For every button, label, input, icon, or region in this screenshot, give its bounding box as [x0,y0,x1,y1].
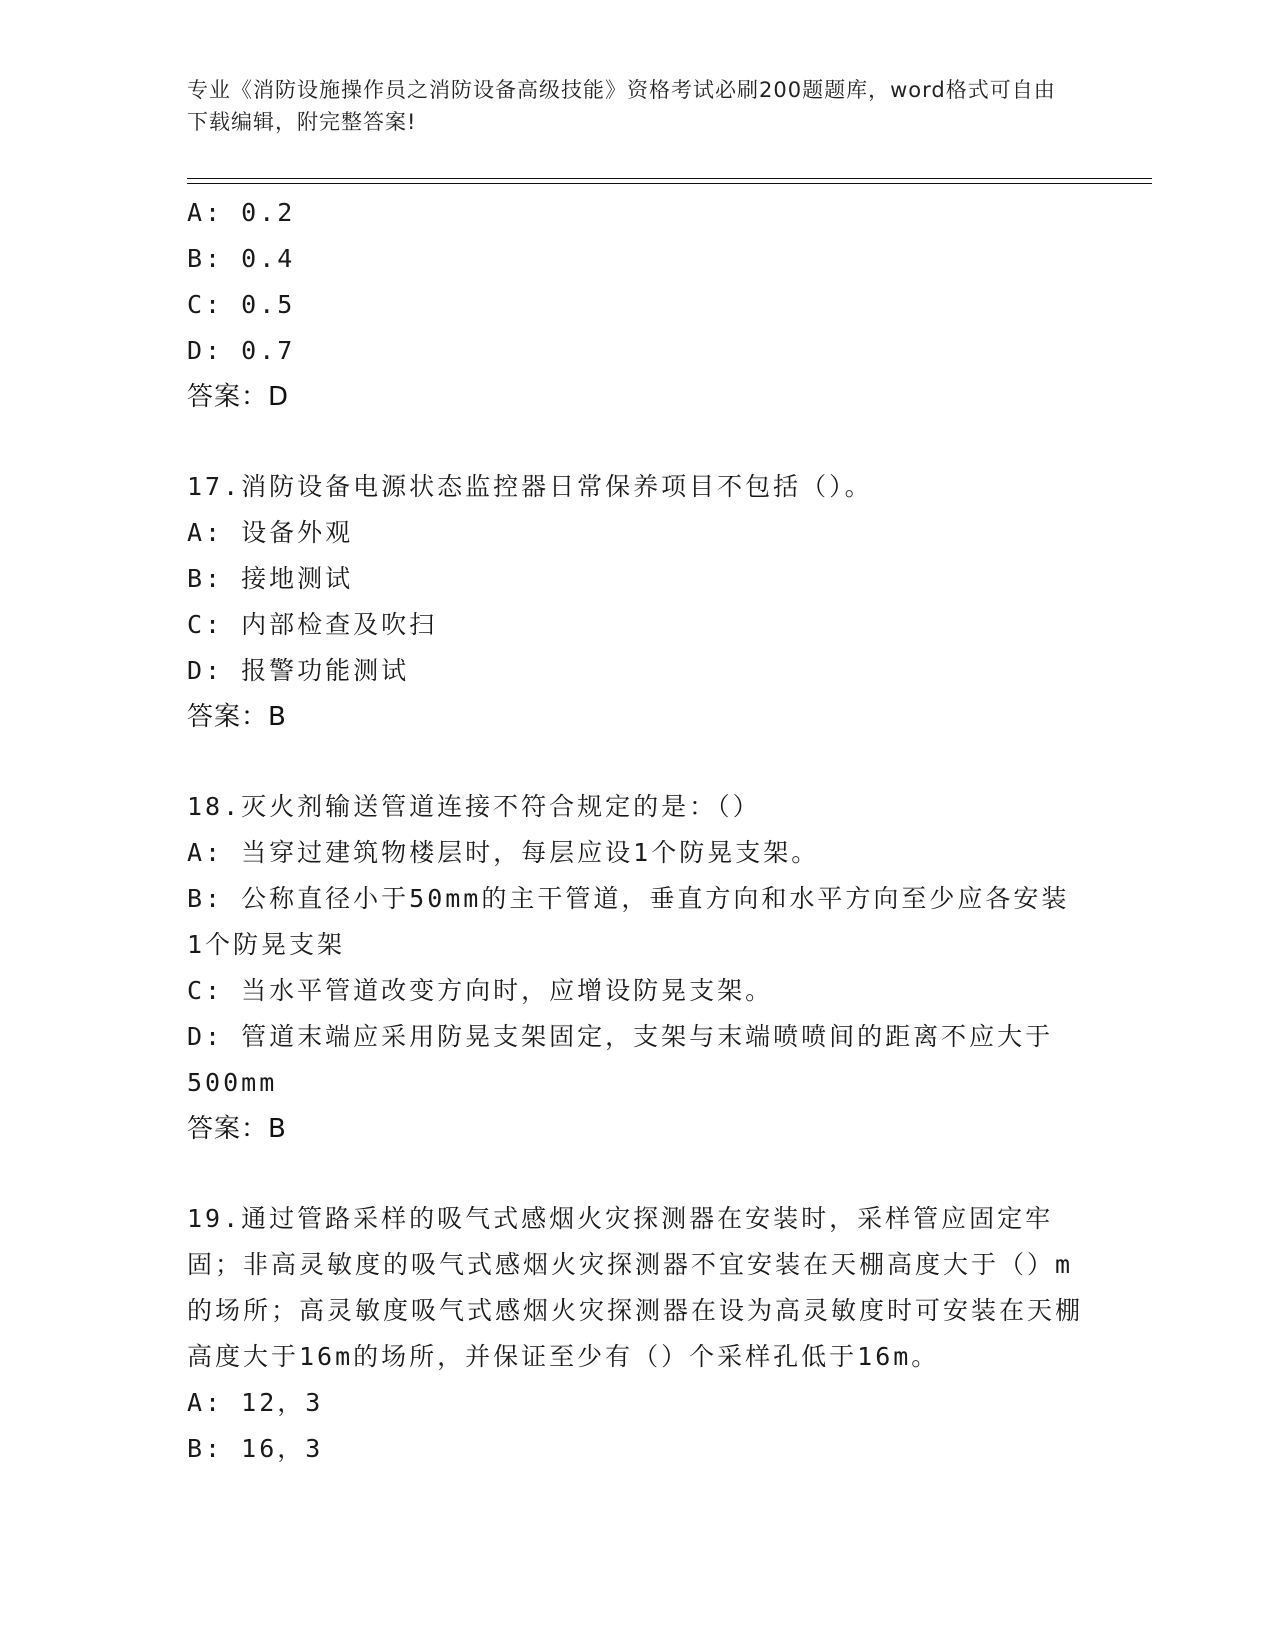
option-d: D: 报警功能测试 [187,656,410,685]
option-a: A: 12，3 [187,1388,324,1417]
spacer [187,420,1087,464]
question-17 [187,464,1087,740]
question-18 [187,784,1087,1152]
question-19 [187,1196,1087,1472]
option-c: C: 内部检查及吹扫 [187,610,438,639]
question-stem: 19.通过管路采样的吸气式感烟火灾探测器在安装时，采样管应固定牢固；非高灵敏度的吸气式感烟火灾探测器不宜安装在天棚高度大于（）m的场所；高灵敏度吸气式感烟火灾探测器在设为高灵敏度时可安装在天棚高度大于16m的场所，并保证至少有（）个采样孔低于16m。 [187,1204,1084,1371]
option-c: C: 0.5 [187,290,296,319]
option-d: D: 0.7 [187,336,296,365]
question-stem: 17.消防设备电源状态监控器日常保养项目不包括（）。 [187,472,873,501]
option-b: B: 0.4 [187,244,296,273]
spacer [187,740,1087,784]
document-header: 专业《消防设施操作员之消防设备高级技能》资格考试必刷200题题库，word格式可自由下载编辑，附完整答案! [187,78,1056,134]
answer-line: 答案：B [187,1114,287,1144]
option-d: D: 管道末端应采用防晃支架固定，支架与末端喷喷间的距离不应大于500mm [187,1022,1054,1097]
answer-line: 答案：D [187,382,290,412]
answer-line: 答案：B [187,702,287,732]
header-divider-top [187,178,1152,179]
question-stem: 18.灭火剂输送管道连接不符合规定的是：（） [187,792,761,821]
question-16-continued [187,190,1087,420]
option-b: B: 公称直径小于50mm的主干管道，垂直方向和水平方向至少应各安装1个防晃支架 [187,884,1070,959]
option-c: C: 当水平管道改变方向时，应增设防晃支架。 [187,976,774,1005]
option-b: B: 接地测试 [187,564,354,593]
question-content [187,190,1087,1472]
header-divider-bottom [187,183,1152,184]
option-a: A: 设备外观 [187,518,354,547]
option-a: A: 0.2 [187,198,296,227]
spacer [187,1152,1087,1196]
option-a: A: 当穿过建筑物楼层时，每层应设1个防晃支架。 [187,838,820,867]
option-b: B: 16，3 [187,1434,324,1463]
